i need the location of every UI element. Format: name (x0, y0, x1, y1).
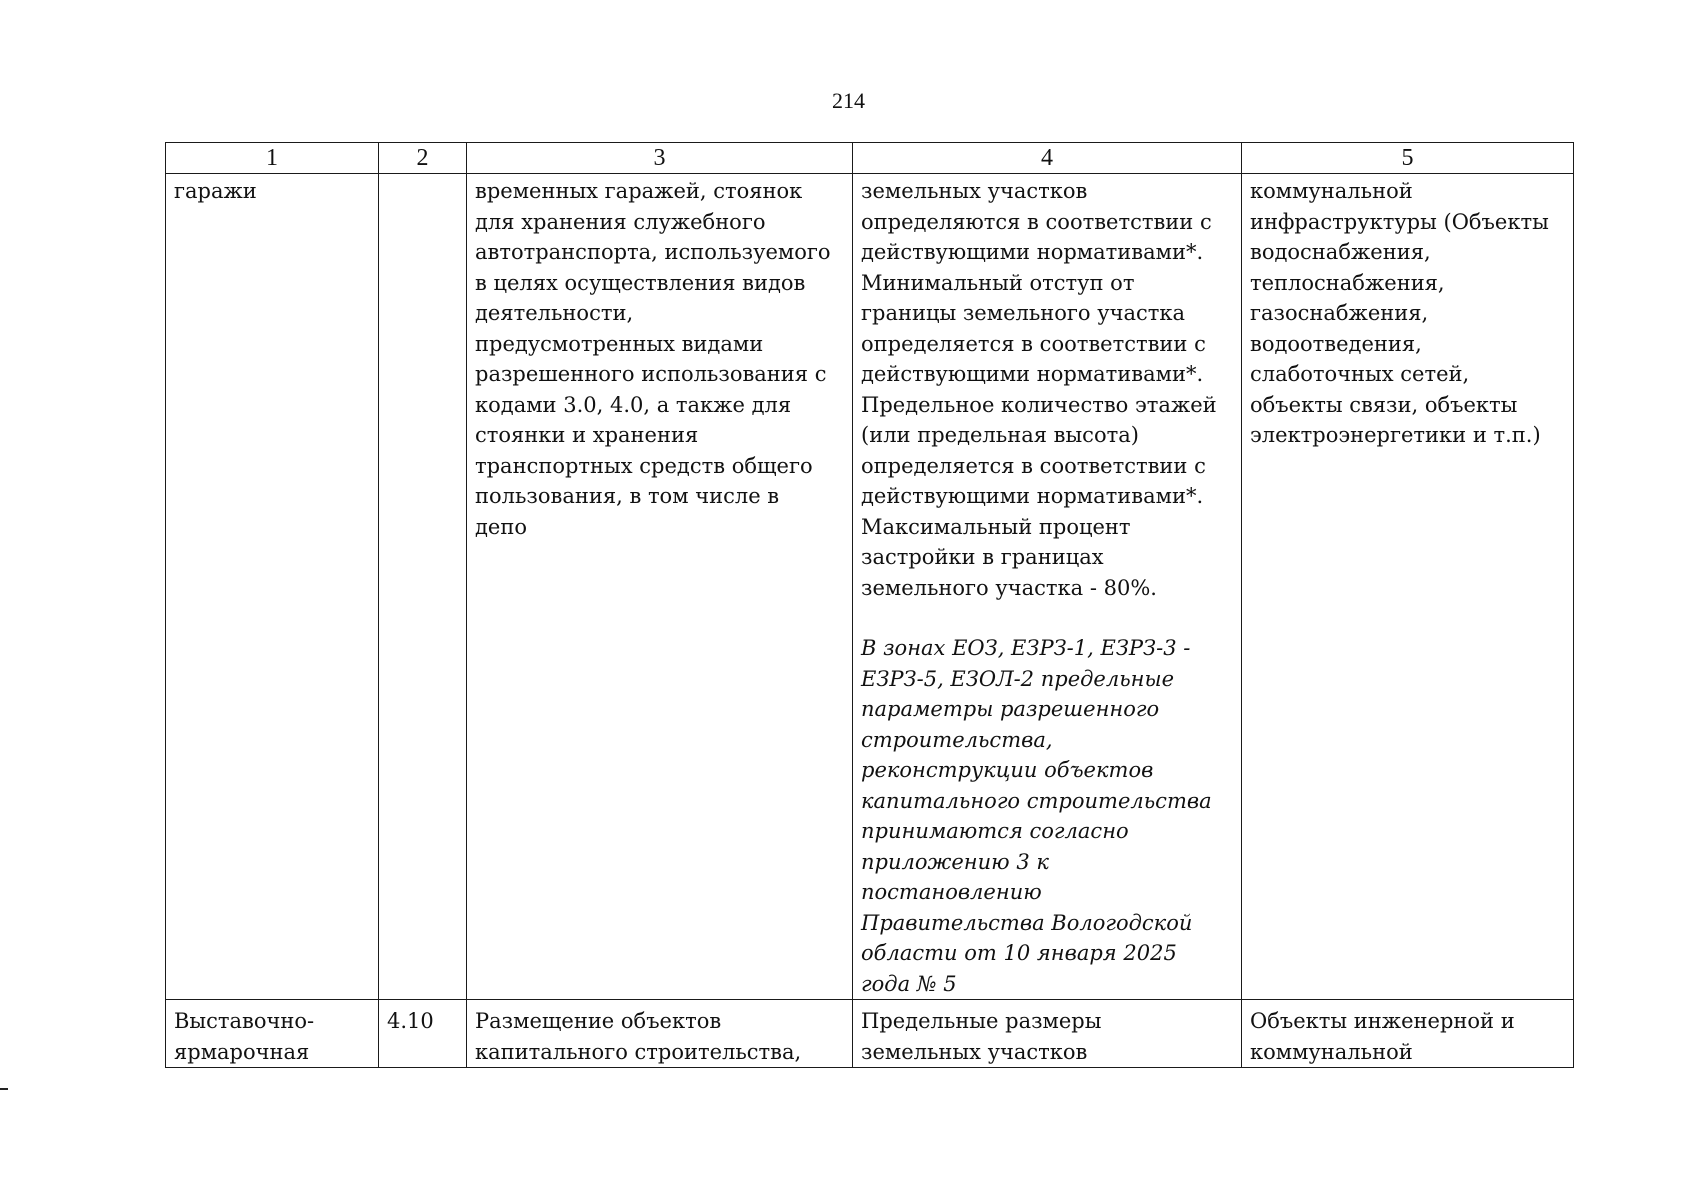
table-row (166, 174, 1574, 1000)
parameters-text: Предельные размеры земельных участков (861, 1009, 1102, 1064)
cell-use-name (166, 1000, 379, 1068)
use-description-text: временных гаражей, стоянок для хранения служебного автотранспорта, используемого в целях осуществления видов деятельности, предусмотренных видами разрешенного использования с кодами 3.0, 4.0, а также для стоянки и хранения транспортных средств общего пользования, в том числе в депо (475, 179, 831, 539)
auxiliary-objects-text: Объекты инженерной и коммунальной (1250, 1009, 1515, 1064)
cell-use-description (467, 174, 853, 1000)
cell-auxiliary-objects (1242, 174, 1574, 1000)
cell-use-code (379, 1000, 467, 1068)
header-cell-4: 4 (853, 143, 1242, 174)
header-cell-5: 5 (1242, 143, 1574, 174)
parameters-text: земельных участков определяются в соответствии с действующими нормативами*. Минимальный отступ от границы земельного участка определяется в соответствии с действующими нормативами*. Предельное количество этажей (или предельная высота) определяется в соответствии с действующими нормативами*. Максимальный процент застройки в границах земельного участка - 80%. (861, 179, 1217, 600)
cell-use-name (166, 174, 379, 1000)
header-cell-2: 2 (379, 143, 467, 174)
parameters-note-text: В зонах ЕОЗ, ЕЗРЗ-1, ЕЗРЗ-3 - ЕЗРЗ-5, ЕЗОЛ-2 предельные параметры разрешенного строительства, реконструкции объектов капитального строительства принимаются согласно приложению 3 к постановлению Правительства Вологодской области от 10 января 2025 года № 5 (861, 636, 1212, 996)
header-cell-1: 1 (166, 143, 379, 174)
use-code-text: 4.10 (387, 1009, 434, 1033)
page-number: 214 (832, 88, 865, 113)
cell-use-code (379, 174, 467, 1000)
use-name-text: Выставочно- ярмарочная (174, 1009, 315, 1064)
cell-auxiliary-objects (1242, 1000, 1574, 1068)
cell-use-description (467, 1000, 853, 1068)
cell-parameters (853, 1000, 1242, 1068)
auxiliary-objects-text: коммунальной инфраструктуры (Объекты водоснабжения, теплоснабжения, газоснабжения, водоотведения, слаботочных сетей, объекты связи, объекты электроэнергетики и т.п.) (1250, 179, 1549, 447)
paragraph-gap (861, 603, 1233, 633)
use-description-text: Размещение объектов капитального строительства, (475, 1009, 802, 1064)
header-row (166, 143, 1574, 174)
use-name-text: гаражи (174, 179, 257, 203)
header-cell-3: 3 (467, 143, 853, 174)
table-row (166, 1000, 1574, 1068)
cell-parameters (853, 174, 1242, 1000)
regulations-table (165, 142, 1574, 1068)
scan-edge-mark (0, 1088, 8, 1090)
